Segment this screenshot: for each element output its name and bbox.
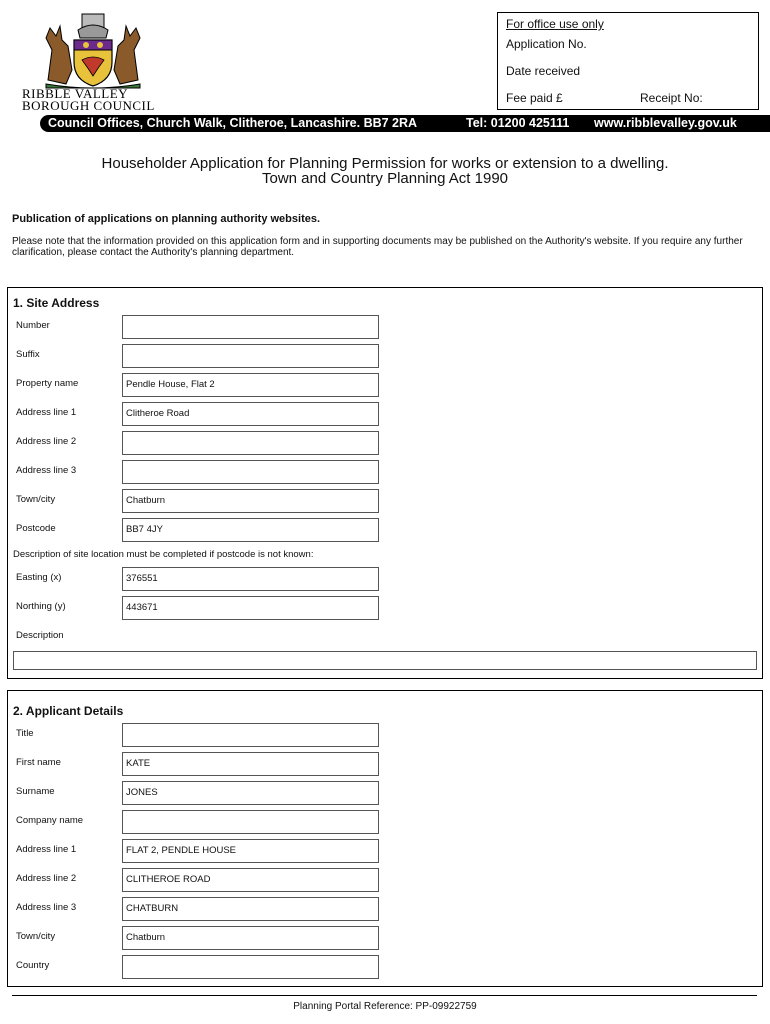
applicant-town-field[interactable]: Chatburn <box>122 926 379 950</box>
form-subtitle: Town and Country Planning Act 1990 <box>262 170 508 187</box>
title-label: Title <box>16 728 34 739</box>
council-name <box>22 88 172 112</box>
property-name-label: Property name <box>16 378 79 389</box>
site-address-line3-field[interactable] <box>122 460 379 484</box>
date-received-label: Date received <box>506 64 581 78</box>
applicant-details-section <box>7 690 763 987</box>
site-town-field[interactable]: Chatburn <box>122 489 379 513</box>
site-address-line1-field[interactable]: Clitheroe Road <box>122 402 379 426</box>
council-crest-logo <box>38 10 148 90</box>
planning-portal-reference: Planning Portal Reference: PP-09922759 <box>293 1001 477 1012</box>
contact-banner <box>40 115 770 132</box>
description-label: Description <box>16 630 64 641</box>
site-address-section <box>7 287 763 679</box>
first-name-field[interactable]: KATE <box>122 752 379 776</box>
applicant-address-line2-field[interactable]: CLITHEROE ROAD <box>122 868 379 892</box>
number-label: Number <box>16 320 50 331</box>
country-label: Country <box>16 960 50 971</box>
easting-field[interactable]: 376551 <box>122 567 379 591</box>
suffix-label: Suffix <box>16 349 40 360</box>
publication-note: Please note that the information provided on this application form and in supporting documents may be published on the Authority's website. If you require any further clarification, please contact the Authority's planning department. <box>12 236 743 258</box>
applicant-address-line1-field[interactable]: FLAT 2, PENDLE HOUSE <box>122 839 379 863</box>
applicant-town-label: Town/city <box>16 931 56 942</box>
site-address-line2-field[interactable] <box>122 431 379 455</box>
site-address-heading: 1. Site Address <box>13 296 100 310</box>
receipt-no-label: Receipt No: <box>640 91 703 105</box>
postcode-label: Postcode <box>16 523 56 534</box>
surname-label: Surname <box>16 786 55 797</box>
description-field[interactable] <box>13 651 757 670</box>
suffix-field[interactable] <box>122 344 379 368</box>
applicant-address-line2-label: Address line 2 <box>16 873 77 884</box>
company-name-field[interactable] <box>122 810 379 834</box>
property-name-field[interactable]: Pendle House, Flat 2 <box>122 373 379 397</box>
site-location-note: Description of site location must be completed if postcode is not known: <box>13 549 314 560</box>
northing-label: Northing (y) <box>16 601 66 612</box>
northing-field[interactable]: 443671 <box>122 596 379 620</box>
company-name-label: Company name <box>16 815 84 826</box>
banner-address: Council Offices, Church Walk, Clitheroe, Lancashire. BB7 2RA <box>48 116 418 130</box>
applicant-address-line3-label: Address line 3 <box>16 902 77 913</box>
council-name-line2: BOROUGH COUNCIL <box>22 98 155 113</box>
site-address-line3-label: Address line 3 <box>16 465 77 476</box>
number-field[interactable] <box>122 315 379 339</box>
applicant-details-heading: 2. Applicant Details <box>13 704 124 718</box>
site-address-line1-label: Address line 1 <box>16 407 77 418</box>
title-field[interactable] <box>122 723 379 747</box>
surname-field[interactable]: JONES <box>122 781 379 805</box>
banner-telephone: Tel: 01200 425111 <box>466 116 570 130</box>
office-use-box <box>497 12 759 110</box>
footer-divider <box>12 995 757 996</box>
first-name-label: First name <box>16 757 61 768</box>
fee-paid-label: Fee paid £ <box>506 91 563 105</box>
country-field[interactable] <box>122 955 379 979</box>
applicant-address-line3-field[interactable]: CHATBURN <box>122 897 379 921</box>
office-use-title: For office use only <box>506 17 604 31</box>
postcode-field[interactable]: BB7 4JY <box>122 518 379 542</box>
application-no-label: Application No. <box>506 37 587 51</box>
site-town-label: Town/city <box>16 494 56 505</box>
easting-label: Easting (x) <box>16 572 62 583</box>
form-title: Householder Application for Planning Permission for works or extension to a dwelling. <box>101 155 669 172</box>
applicant-address-line1-label: Address line 1 <box>16 844 77 855</box>
site-address-line2-label: Address line 2 <box>16 436 77 447</box>
publication-heading: Publication of applications on planning authority websites. <box>12 213 321 225</box>
banner-website: www.ribblevalley.gov.uk <box>594 116 737 130</box>
council-name-line1: RIBBLE VALLEY <box>22 86 129 101</box>
